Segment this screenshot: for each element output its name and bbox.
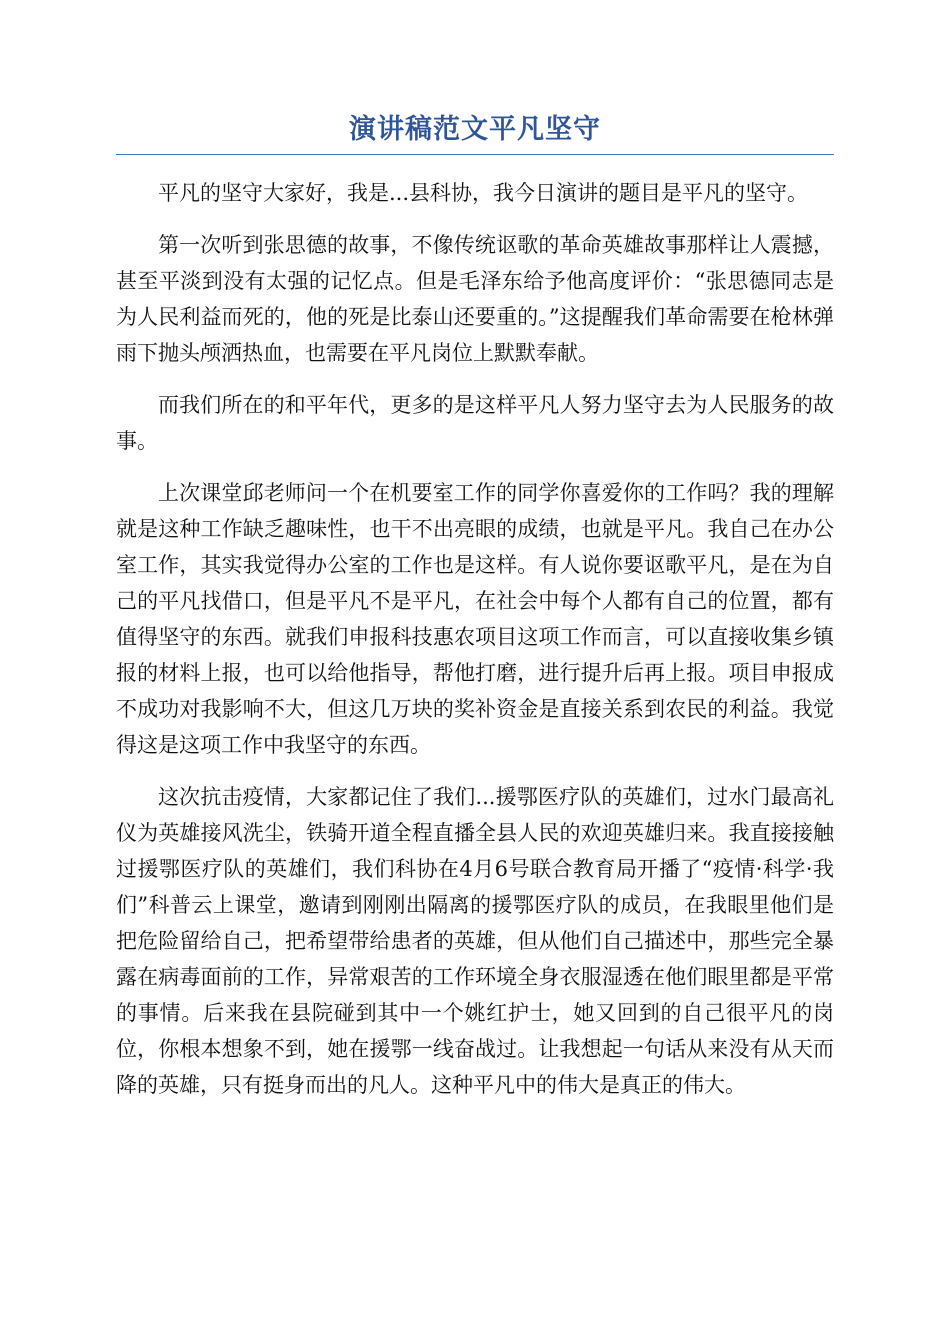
title-underline xyxy=(116,154,834,155)
document-page xyxy=(116,110,834,1119)
paragraph-2: 第一次听到张思德的故事，不像传统讴歌的革命英雄故事那样让人震撼，甚至平淡到没有太强的记忆点。但是毛泽东给予他高度评价：“张思德同志是为人民利益而死的，他的死是比泰山还要重的。”这提醒我们革命需要在枪林弹雨下抛头颅洒热血，也需要在平凡岗位上默默奉献。 xyxy=(116,233,834,365)
paragraph-3: 而我们所在的和平年代，更多的是这样平凡人努力坚守去为人民服务的故事。 xyxy=(116,393,834,453)
paragraph-1: 平凡的坚守大家好，我是...县科协，我今日演讲的题目是平凡的坚守。 xyxy=(158,181,809,205)
paragraph-4: 上次课堂邱老师问一个在机要室工作的同学你喜爱你的工作吗？我的理解就是这种工作缺乏趣味性，也干不出亮眼的成绩，也就是平凡。我自己在办公室工作，其实我觉得办公室的工作也是这样。有人说你要讴歌平凡，是在为自己的平凡找借口，但是平凡不是平凡，在社会中每个人都有自己的位置，都有值得坚守的东西。就我们申报科技惠农项目这项工作而言，可以直接收集乡镇报的材料上报，也可以给他指导，帮他打磨，进行提升后再上报。项目申报成不成功对我影响不大，但这几万块的奖补资金是直接关系到农民的利益。我觉得这是这项工作中我坚守的东西。 xyxy=(116,481,834,757)
paragraph-5: 这次抗击疫情，大家都记住了我们...援鄂医疗队的英雄们，过水门最高礼仪为英雄接风洗尘，铁骑开道全程直播全县人民的欢迎英雄归来。我直接接触过援鄂医疗队的英雄们，我们科协在4月6号联合教育局开播了“疫情·科学·我们”科普云上课堂，邀请到刚刚出隔离的援鄂医疗队的成员，在我眼里他们是把危险留给自己，把希望带给患者的英雄，但从他们自己描述中，那些完全暴露在病毒面前的工作，异常艰苦的工作环境全身衣服湿透在他们眼里都是平常的事情。后来我在县院碰到其中一个姚红护士，她又回到的自己很平凡的岗位，你根本想象不到，她在援鄂一线奋战过。让我想起一句话从来没有从天而降的英雄，只有挺身而出的凡人。这种平凡中的伟大是真正的伟大。 xyxy=(116,785,834,1097)
document-title: 演讲稿范文平凡坚守 xyxy=(349,114,601,145)
